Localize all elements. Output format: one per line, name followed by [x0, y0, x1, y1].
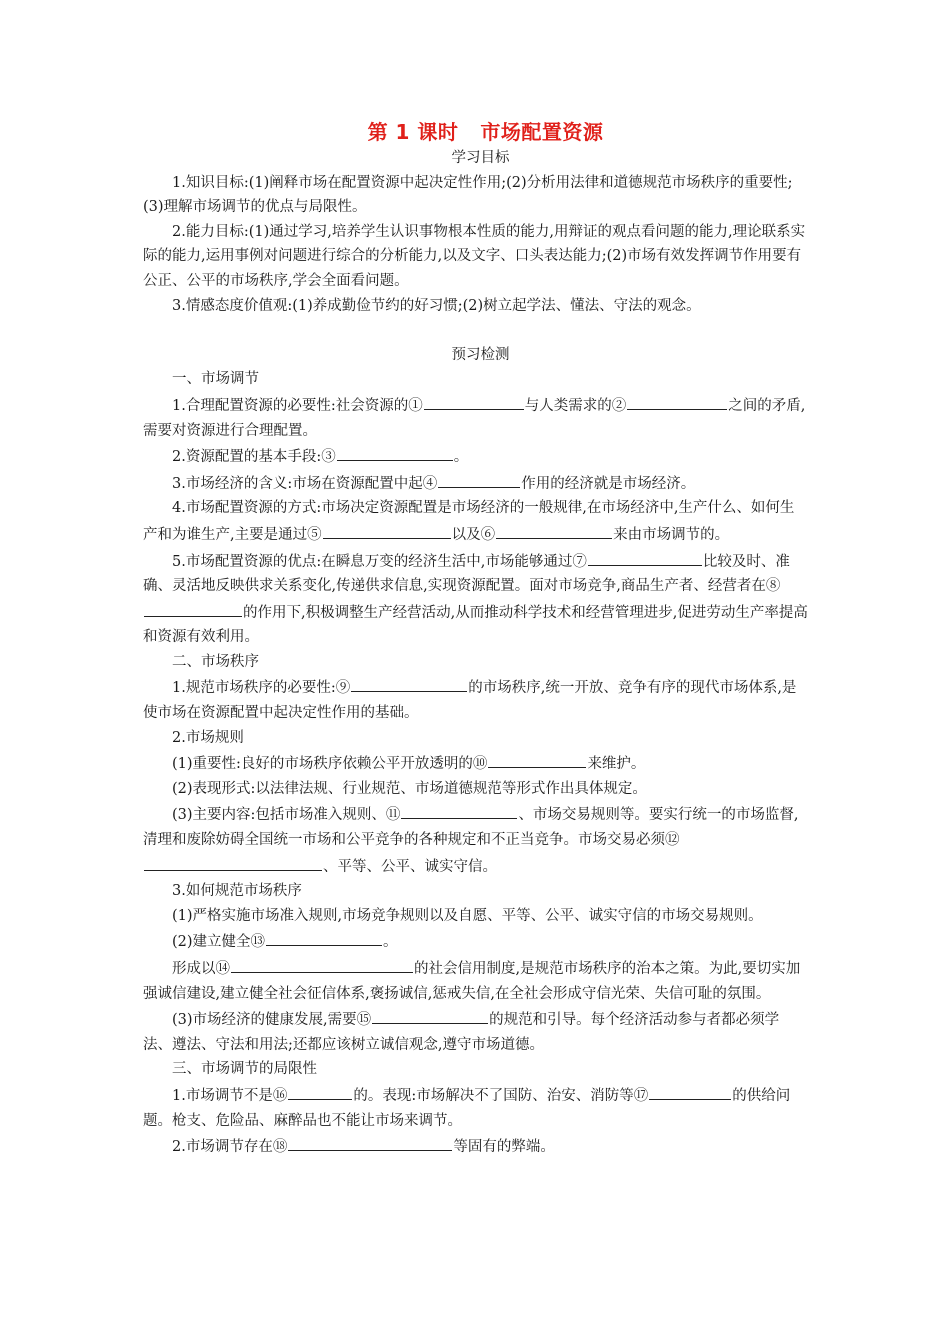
- blank-4[interactable]: [438, 470, 520, 488]
- item-1-4: 4.市场配置资源的方式:市场决定资源配置是市场经济的一般规律,在市场经济中,生产什么、如何生产和为谁生产,主要是通过⑤ 以及⑥ 来由市场调节的。: [143, 500, 795, 543]
- blank-9[interactable]: [351, 674, 467, 692]
- blank-11[interactable]: [401, 801, 517, 819]
- blank-3[interactable]: [337, 443, 453, 461]
- blank-14[interactable]: [231, 955, 413, 973]
- objective-knowledge: 1.知识目标:(1)阐释市场在配置资源中起决定性作用;(2)分析用法律和道德规范市场秩序的重要性;(3)理解市场调节的优点与局限性。: [143, 174, 793, 216]
- blank-16[interactable]: [288, 1082, 352, 1100]
- objective-ability: 2.能力目标:(1)通过学习,培养学生认识事物根本性质的能力,用辩证的观点看问题的能力,理论联系实际的能力,运用事例对问题进行综合的分析能力,以及文字、口头表达能力;(2)市场有效发挥调节作用要有公正、公平的市场秩序,学会全面看问题。: [143, 223, 806, 289]
- item-2-2: 2.市场规则: [172, 729, 244, 746]
- blank-2[interactable]: [627, 392, 727, 410]
- blank-5[interactable]: [323, 521, 451, 539]
- section-heading-market-limitations: 三、市场调节的局限性: [172, 1061, 317, 1078]
- item-2-3-2-credit: 形成以⑭ 的社会信用制度,是规范市场秩序的治本之策。为此,要切实加强诚信建设,建立健全社会征信体系,褒扬诚信,惩戒失信,在全社会形成守信光荣、失信可耻的氛围。: [143, 955, 808, 1006]
- objective-values: 3.情感态度价值观:(1)养成勤俭节约的好习惯;(2)树立起学法、懂法、守法的观念。: [172, 297, 701, 314]
- item-1-5: 5.市场配置资源的优点:在瞬息万变的经济生活中,市场能够通过⑦ 比较及时、准确、灵活地反映供求关系变化,传递供求信息,实现资源配置。面对市场竞争,商品生产者、经营者在⑧的作用下,积极调整生产经营活动,从而推动科学技术和经营管理进步,促进劳动生产率提高和资源有效利用。: [143, 548, 808, 650]
- blank-15[interactable]: [372, 1006, 488, 1024]
- blank-7[interactable]: [588, 548, 702, 566]
- item-2-1: 1.规范市场秩序的必要性:⑨ 的市场秩序,统一开放、竞争有序的现代市场体系,是使市场在资源配置中起决定性作用的基础。: [143, 674, 808, 725]
- lesson-title: 市场配置资源: [480, 120, 604, 144]
- blank-10[interactable]: [488, 750, 586, 768]
- item-1-3: 3.市场经济的含义:市场在资源配置中起④ 作用的经济就是市场经济。: [143, 470, 808, 497]
- blank-1[interactable]: [424, 392, 524, 410]
- lesson-number: 第 1 课时: [367, 120, 459, 144]
- section-heading-market-order: 二、市场秩序: [172, 653, 259, 670]
- blank-12[interactable]: [144, 853, 322, 871]
- item-2-2-3: (3)主要内容:包括市场准入规则、⑪ 、市场交易规则等。要实行统一的市场监督,清理和废除妨碍全国统一市场和公平竞争的各种规定和不正当竞争。市场交易必须⑫、平等、公平、诚实守信。: [143, 801, 808, 879]
- blank-6[interactable]: [496, 521, 612, 539]
- item-2-3-3: (3)市场经济的健康发展,需要⑮ 的规范和引导。每个经济活动参与者都必须学法、遵法、守法和用法;还都应该树立诚信观念,遵守市场道德。: [143, 1006, 808, 1057]
- item-3-1: 1.市场调节不是⑯ 的。表现:市场解决不了国防、治安、消防等⑰ 的供给问题。枪支、危险品、麻醉品也不能让市场来调节。: [143, 1082, 808, 1133]
- item-2-2-2: (2)表现形式:以法律法规、行业规范、市场道德规范等形式作出具体规定。: [172, 780, 647, 797]
- item-1-1: 1.合理配置资源的必要性:社会资源的① 与人类需求的② 之间的矛盾,需要对资源进行合理配置。: [143, 392, 808, 443]
- item-2-3-2: (2)建立健全⑬ 。: [143, 928, 808, 955]
- section-heading-market-regulation: 一、市场调节: [172, 371, 259, 388]
- page-title: [163, 118, 808, 146]
- preview-heading: 预习检测: [451, 346, 510, 363]
- item-3-2: 2.市场调节存在⑱ 等固有的弊端。: [143, 1133, 808, 1160]
- item-2-3: 3.如何规范市场秩序: [172, 883, 302, 900]
- blank-13[interactable]: [266, 928, 382, 946]
- blank-18[interactable]: [288, 1133, 452, 1151]
- objectives-heading: 学习目标: [451, 150, 510, 166]
- document-page: [143, 118, 808, 1160]
- item-2-3-1: (1)严格实施市场准入规则,市场竞争规则以及自愿、平等、公平、诚实守信的市场交易规则。: [172, 907, 763, 924]
- item-1-2: 2.资源配置的基本手段:③ 。: [143, 443, 808, 470]
- blank-8[interactable]: [144, 599, 242, 617]
- blank-17[interactable]: [649, 1082, 731, 1100]
- item-2-2-1: (1)重要性:良好的市场秩序依赖公平开放透明的⑩ 来维护。: [143, 750, 808, 777]
